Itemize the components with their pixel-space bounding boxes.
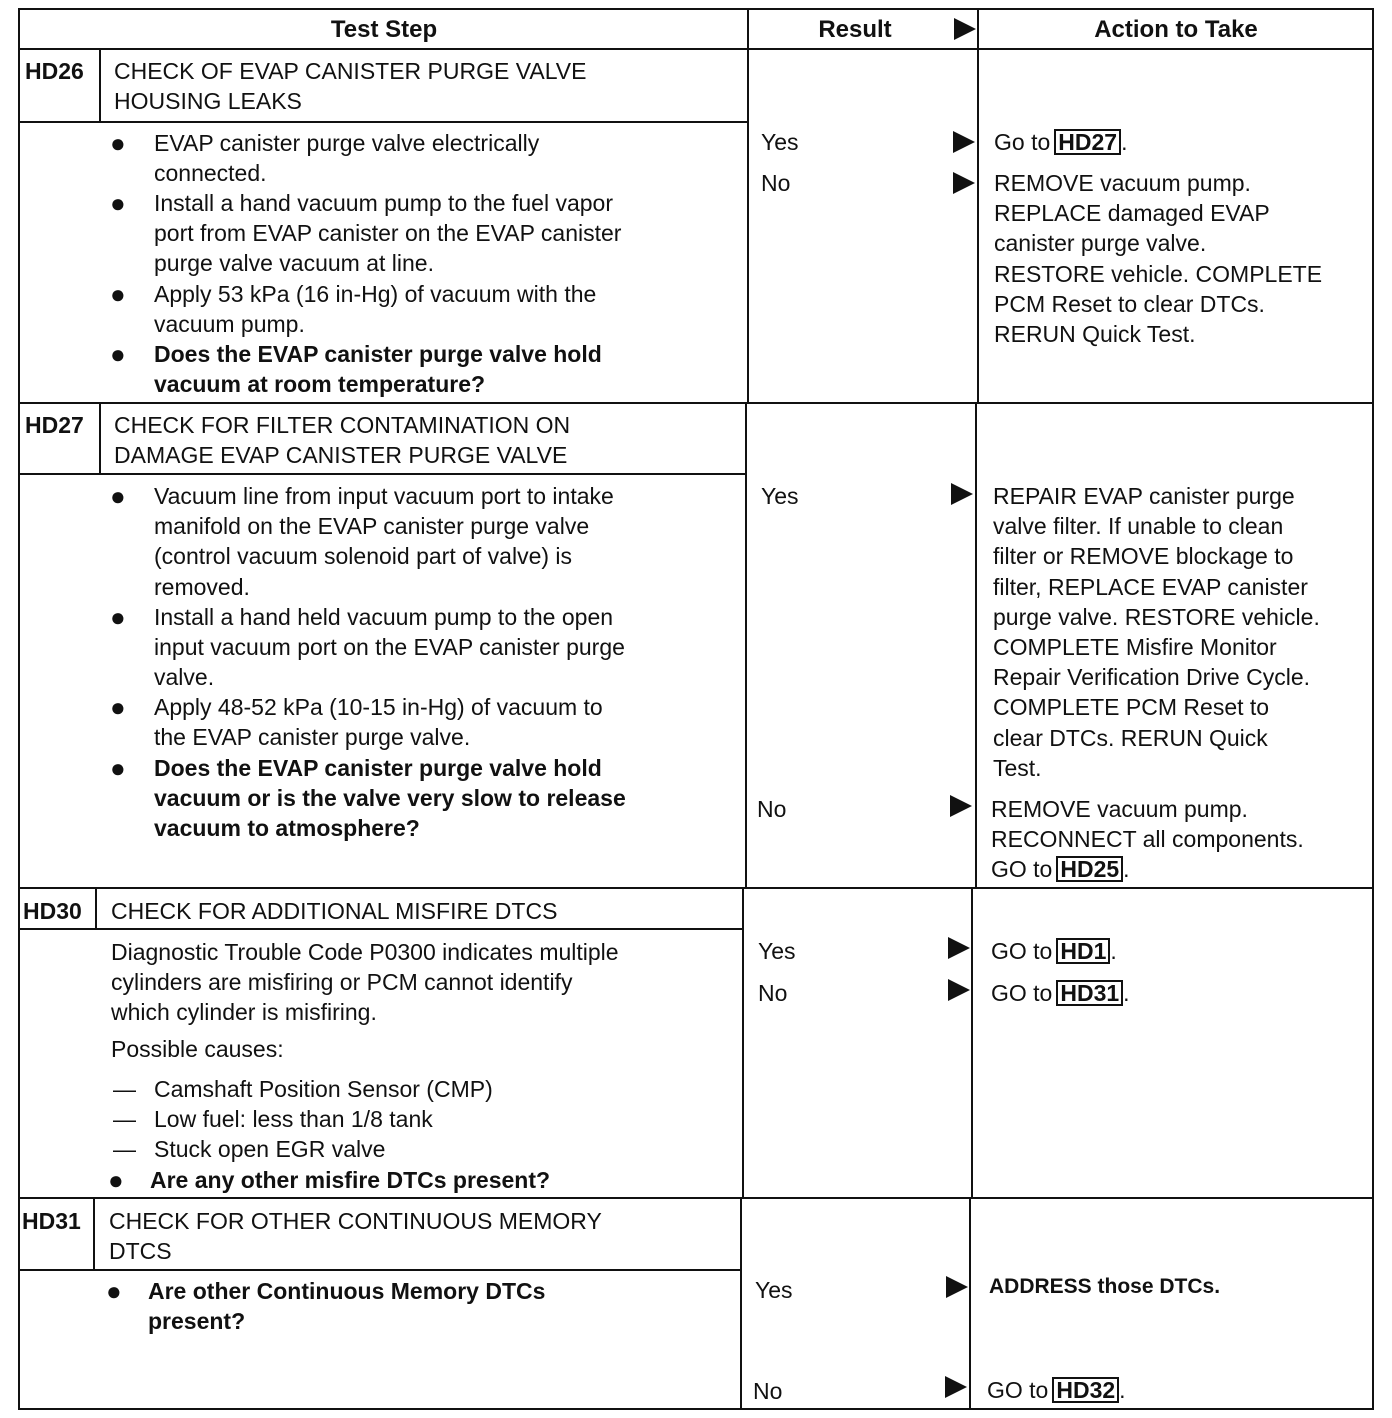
action-text: GO to HD1 . [991,938,1117,964]
col-divider [742,888,744,1198]
arrow-icon [948,979,970,1001]
dash: — [113,1106,136,1132]
bullet: ● [110,339,126,369]
dash: — [113,1136,136,1162]
result-no: No [761,170,791,196]
id-divider [99,48,101,122]
step-ref[interactable]: HD32 [1052,1377,1119,1403]
bullet: ● [110,602,126,632]
bullet-text: Install a hand vacuum pump to the fuel vapor port from EVAP canister on the EVAP canister purge valve vacuum at line. [154,190,622,277]
step-id: HD30 [23,898,82,924]
bullet-question: Are other Continuous Memory DTCs present? [148,1278,546,1335]
bullet-text: Install a hand held vacuum pump to the open input vacuum port on the EVAP canister purge valve. [154,604,625,691]
col-divider [747,8,749,403]
id-divider [95,888,97,928]
arrow-icon [950,795,972,817]
header-divider [18,48,1374,50]
id-divider [93,1198,95,1270]
title-divider [18,928,743,930]
cause-item: Camshaft Position Sensor (CMP) [154,1076,493,1102]
action-text: REPAIR EVAP canister purge valve filter. If unable to clean filter or REMOVE blockage to filter, REPLACE EVAP canister purge valve. RESTORE vehicle. COMPLETE Misfire Monitor Repair Verification Drive Cycle. COMPLETE PCM Reset to clear DTCs. RERUN Quick Test. [993,483,1320,781]
step-ref[interactable]: HD31 [1056,980,1123,1006]
bullet-text: Apply 53 kPa (16 in-Hg) of vacuum with the vacuum pump. [154,281,597,338]
bullet-question: Does the EVAP canister purge valve hold vacuum at room temperature? [154,341,602,398]
col-divider [977,8,979,403]
dash: — [113,1076,136,1102]
step-ref[interactable]: HD25 [1056,856,1123,882]
bullet: ● [110,481,126,511]
bullet-text: Vacuum line from input vacuum port to intake manifold on the EVAP canister purge valve (control vacuum solenoid part of valve) is removed. [154,483,614,600]
bullet-question: Are any other misfire DTCs present? [150,1167,551,1193]
title-divider [18,1269,741,1271]
id-divider [99,403,101,474]
header-test-step: Test Step [330,16,438,43]
bullet-question: Does the EVAP canister purge valve hold vacuum or is the valve very slow to release vacuum to atmosphere? [154,755,626,842]
header-result: Result [818,16,892,43]
header-action: Action to Take [1094,16,1258,43]
bullet: ● [110,279,126,309]
result-no: No [757,796,787,822]
action-text: GO to HD32 . [987,1377,1126,1403]
bullet: ● [110,692,126,722]
arrow-icon [953,131,975,153]
result-no: No [758,980,788,1006]
section-divider [18,887,1374,889]
section-divider [18,1197,1374,1199]
col-divider [745,403,747,888]
title-divider [18,473,746,475]
result-yes: Yes [761,483,799,509]
arrow-icon [945,1376,967,1398]
result-yes: Yes [761,129,799,155]
bullet: ● [110,128,126,158]
bullet-text: Apply 48-52 kPa (10-15 in-Hg) of vacuum to the EVAP canister purge valve. [154,694,603,751]
col-divider [975,403,977,888]
arrow-icon [948,937,970,959]
step-ref[interactable]: HD27 [1054,129,1121,155]
step-id: HD31 [22,1208,81,1234]
step-ref[interactable]: HD1 [1056,938,1110,964]
result-yes: Yes [758,938,796,964]
action-text: GO to HD31 . [991,980,1130,1006]
action-text: Go to HD27 . [994,129,1128,155]
arrow-icon [951,483,973,505]
col-divider [971,888,973,1198]
action-text: REMOVE vacuum pump. RECONNECT all components. GO to HD25 . [991,796,1304,883]
col-divider [740,1198,742,1410]
bullet: ● [106,1276,122,1306]
arrow-icon [953,172,975,194]
cause-item: Stuck open EGR valve [154,1136,386,1162]
bullet: ● [110,188,126,218]
col-divider [969,1198,971,1410]
intro-text: Diagnostic Trouble Code P0300 indicates multiple cylinders are misfiring or PCM cannot identify which cylinder is misfiring. [111,939,619,1026]
step-title: CHECK FOR OTHER CONTINUOUS MEMORY DTCS [109,1208,602,1264]
step-id: HD27 [25,412,84,438]
step-title: CHECK FOR ADDITIONAL MISFIRE DTCS [111,898,558,924]
causes-label: Possible causes: [111,1036,284,1062]
step-id: HD26 [25,58,84,84]
arrow-icon [946,1276,968,1298]
header-arrow-icon [954,18,976,40]
section-divider [18,402,1374,404]
action-text: REMOVE vacuum pump. REPLACE damaged EVAP canister purge valve. RESTORE vehicle. COMPLETE PCM Reset to clear DTCs. RERUN Quick Test. [994,170,1323,348]
result-yes: Yes [755,1277,793,1303]
bullet: ● [110,753,126,783]
step-title: CHECK FOR FILTER CONTAMINATION ON DAMAGE EVAP CANISTER PURGE VALVE [114,412,571,468]
step-title: CHECK OF EVAP CANISTER PURGE VALVE HOUSING LEAKS [114,58,587,114]
result-no: No [753,1378,783,1404]
title-divider [18,121,748,123]
bullet: ● [108,1165,124,1195]
action-text: ADDRESS those DTCs. [989,1275,1221,1298]
bullet-text: EVAP canister purge valve electrically connected. [154,130,540,187]
cause-item: Low fuel: less than 1/8 tank [154,1106,433,1132]
